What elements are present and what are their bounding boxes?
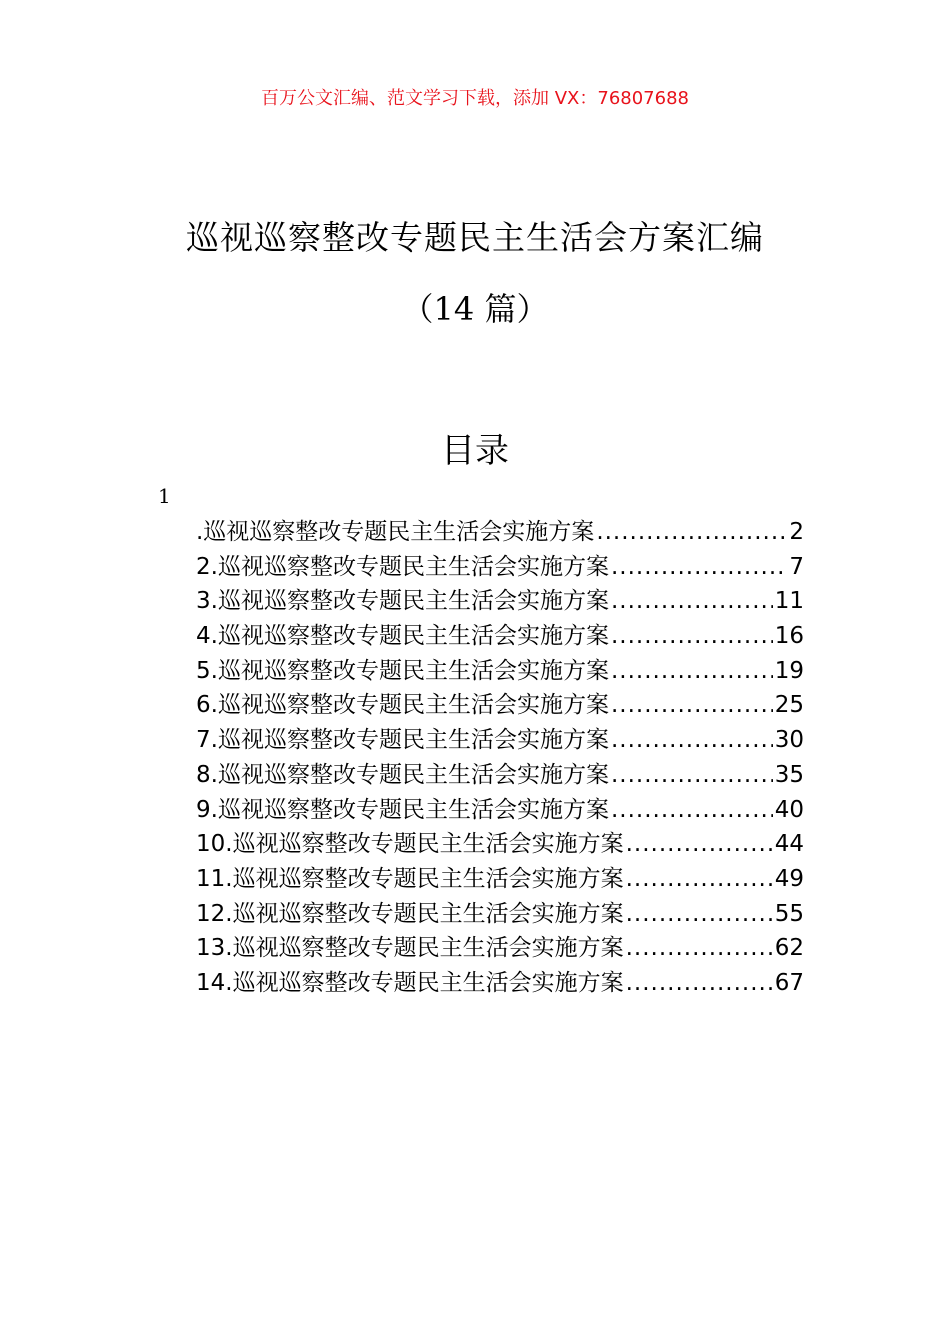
toc-entry-label: 3.巡视巡察整改专题民主生活会实施方案: [196, 588, 609, 615]
toc-leader-dots: [611, 623, 773, 649]
toc-entry-label: 5.巡视巡察整改专题民主生活会实施方案: [196, 657, 609, 684]
toc-entry-page: 67: [774, 969, 804, 996]
toc-entry-page: 35: [774, 761, 804, 788]
stray-list-number: 1: [158, 484, 171, 508]
toc-entry-page: 2: [789, 519, 804, 545]
toc-heading: 目录: [441, 431, 509, 471]
toc-entry-page: 25: [774, 692, 804, 719]
header-banner: 百万公文汇编、范文学习下载，添加 VX：76807688: [261, 88, 689, 109]
toc-entry[interactable]: [196, 686, 804, 721]
toc-leader-dots: [626, 831, 773, 857]
toc-entry-page: 7: [789, 553, 804, 580]
toc-entry[interactable]: [196, 825, 804, 860]
toc-entry-label: 10.巡视巡察整改专题民主生活会实施方案: [196, 831, 624, 858]
toc-leader-dots: [596, 519, 787, 545]
toc-entry-label: 8.巡视巡察整改专题民主生活会实施方案: [196, 761, 609, 788]
toc-entry-label: 11.巡视巡察整改专题民主生活会实施方案: [196, 865, 624, 892]
toc-leader-dots: [611, 692, 773, 718]
toc-entry[interactable]: [196, 548, 804, 583]
toc-entry-label: 4.巡视巡察整改专题民主生活会实施方案: [196, 623, 609, 650]
document-subtitle: （14 篇）: [401, 290, 549, 328]
table-of-contents: [196, 513, 804, 999]
toc-leader-dots: [626, 970, 773, 996]
toc-leader-dots: [611, 762, 773, 788]
toc-entry[interactable]: [196, 964, 804, 999]
toc-entry-label: .巡视巡察整改专题民主生活会实施方案: [196, 519, 595, 545]
toc-leader-dots: [626, 935, 773, 961]
toc-entry[interactable]: [196, 721, 804, 756]
toc-entry-page: 49: [774, 865, 804, 892]
document-title: 巡视巡察整改专题民主生活会方案汇编: [186, 218, 764, 257]
toc-entry[interactable]: [196, 929, 804, 964]
toc-entry[interactable]: [196, 513, 804, 548]
toc-entry-label: 6.巡视巡察整改专题民主生活会实施方案: [196, 692, 609, 719]
toc-entry[interactable]: [196, 617, 804, 652]
toc-entry[interactable]: [196, 756, 804, 791]
toc-entry-page: 11: [774, 588, 804, 615]
toc-entry-page: 19: [774, 657, 804, 684]
toc-entry-page: 40: [774, 796, 804, 823]
toc-entry[interactable]: [196, 860, 804, 895]
toc-entry-page: 16: [774, 623, 804, 650]
toc-leader-dots: [611, 658, 773, 684]
toc-entry-label: 2.巡视巡察整改专题民主生活会实施方案: [196, 553, 609, 580]
toc-leader-dots: [626, 901, 773, 927]
toc-entry[interactable]: [196, 791, 804, 826]
toc-entry-label: 13.巡视巡察整改专题民主生活会实施方案: [196, 935, 624, 962]
toc-entry-page: 62: [774, 935, 804, 962]
toc-entry-label: 9.巡视巡察整改专题民主生活会实施方案: [196, 796, 609, 823]
toc-leader-dots: [611, 797, 773, 823]
toc-entry[interactable]: [196, 895, 804, 930]
toc-entry[interactable]: [196, 652, 804, 687]
toc-entry[interactable]: [196, 582, 804, 617]
toc-entry-page: 44: [774, 831, 804, 858]
toc-entry-page: 55: [774, 900, 804, 927]
toc-entry-page: 30: [774, 727, 804, 754]
toc-leader-dots: [611, 588, 773, 614]
toc-entry-label: 7.巡视巡察整改专题民主生活会实施方案: [196, 727, 609, 754]
toc-leader-dots: [626, 866, 773, 892]
toc-leader-dots: [611, 727, 773, 753]
toc-entry-label: 14.巡视巡察整改专题民主生活会实施方案: [196, 969, 624, 996]
toc-leader-dots: [611, 554, 787, 580]
toc-entry-label: 12.巡视巡察整改专题民主生活会实施方案: [196, 900, 624, 927]
